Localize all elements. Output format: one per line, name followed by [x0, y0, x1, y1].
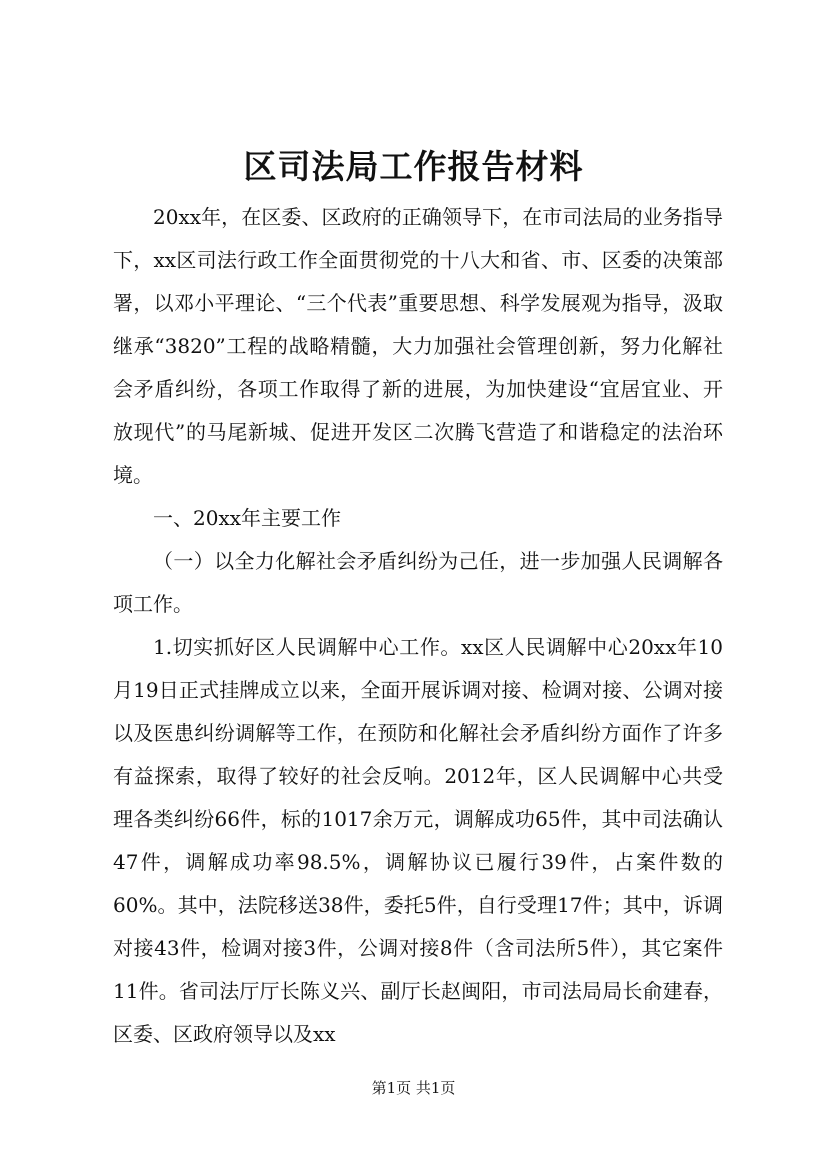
paragraph-intro: 20xx年，在区委、区政府的正确领导下，在市司法局的业务指导下，xx区司法行政工作全面贯彻党的十八大和省、市、区委的决策部署，以邓小平理论、“三个代表”重要思想、科学发展观为指导，汲取继承“3820”工程的战略精髓，大力加强社会管理创新，努力化解社会矛盾纠纷，各项工作取得了新的进展，为加快建设“宜居宜业、开放现代”的马尾新城、促进开发区二次腾飞营造了和谐稳定的法治环境。	[113, 205, 723, 487]
section-heading: 一、20xx年主要工作	[153, 506, 342, 530]
document-body	[113, 196, 723, 1056]
document-title: 区司法局工作报告材料	[243, 147, 584, 186]
page-footer: 第1页 共1页	[371, 1079, 456, 1097]
paragraph-item-1: 1.切实抓好区人民调解中心工作。xx区人民调解中心20xx年10月19日正式挂牌成立以来，全面开展诉调对接、检调对接、公调对接以及医患纠纷调解等工作，在预防和化解社会矛盾纠纷方面作了许多有益探索，取得了较好的社会反响。2012年，区人民调解中心共受理各类纠纷66件，标的1017余万元，调解成功65件，其中司法确认47件，调解成功率98.5%，调解协议已履行39件，占案件数的60%。其中，法院移送38件，委托5件，自行受理17件；其中，诉调对接43件，检调对接3件，公调对接8件（含司法所5件），其它案件11件。省司法厅厅长陈义兴、副厅长赵闽阳，市司法局局长俞建春，区委、区政府领导以及xx	[113, 635, 723, 1046]
subsection-heading: （一）以全力化解社会矛盾纠纷为己任，进一步加强人民调解各项工作。	[113, 549, 723, 616]
